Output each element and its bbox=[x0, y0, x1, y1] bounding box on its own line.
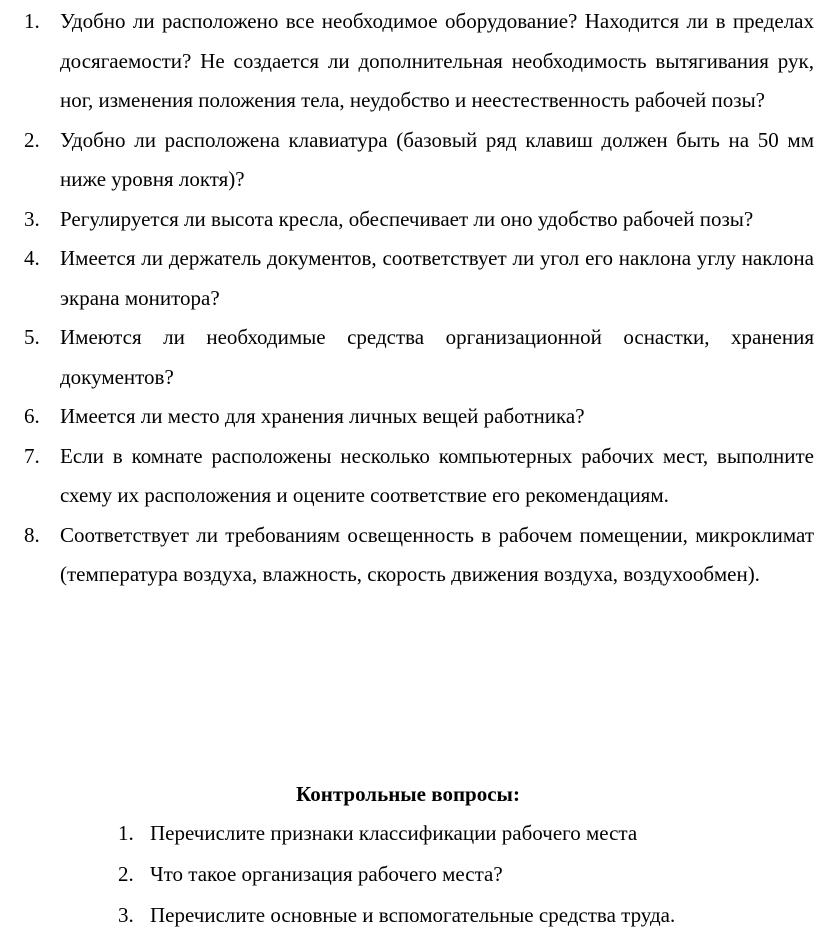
item-number: 5. bbox=[24, 325, 40, 349]
item-number: 3. bbox=[24, 206, 40, 231]
item-text: Удобно ли расположена клавиатура (базовый ряд клавиш должен быть на 50 мм ниже уровня локтя)? bbox=[60, 127, 814, 191]
list-item bbox=[24, 437, 814, 516]
question-number: 3. bbox=[118, 903, 134, 927]
item-text: Если в комнате расположены несколько компьютерных рабочих мест, выполните схему их расположения и оцените соответствие его рекомендациям. bbox=[60, 443, 814, 507]
checklist bbox=[24, 2, 814, 595]
question-number: 1. bbox=[118, 821, 134, 845]
list-item bbox=[24, 2, 814, 121]
list-item bbox=[24, 318, 814, 397]
item-text: Удобно ли расположено все необходимое оборудование? Находится ли в пределах досягаемости? Не создается ли дополнительная необходимость вытягивания рук, ног, изменения положения тела, неудобство и неестественность рабочей позы? bbox=[60, 9, 814, 112]
item-number: 4. bbox=[24, 246, 40, 270]
item-text: Соответствует ли требованиям освещенность в рабочем помещении, микроклимат (температура воздуха, влажность, скорость движения воздуха, воздухообмен). bbox=[60, 522, 814, 586]
item-text: Имеется ли место для хранения личных вещей работника? bbox=[60, 404, 585, 428]
list-item bbox=[24, 516, 814, 595]
item-number: 6. bbox=[24, 404, 40, 428]
list-item bbox=[24, 239, 814, 318]
control-question bbox=[118, 854, 798, 895]
item-text: Имеется ли держатель документов, соответствует ли угол его наклона углу наклона экрана монитора? bbox=[60, 246, 814, 310]
item-number: 1. bbox=[24, 9, 40, 33]
question-text: Перечислите основные и вспомогательные средства труда. bbox=[150, 903, 676, 927]
control-questions-heading: Контрольные вопросы: bbox=[296, 782, 520, 806]
control-questions-list bbox=[118, 813, 798, 936]
control-question bbox=[118, 895, 798, 936]
item-number: 2. bbox=[24, 127, 40, 152]
item-text: Регулируется ли высота кресла, обеспечивает ли оно удобство рабочей позы? bbox=[60, 206, 754, 231]
list-item bbox=[24, 397, 814, 437]
item-number: 8. bbox=[24, 522, 40, 547]
list-item bbox=[24, 121, 814, 200]
item-number: 7. bbox=[24, 443, 40, 468]
control-question bbox=[118, 813, 798, 854]
item-text: Имеются ли необходимые средства организационной оснастки, хранения документов? bbox=[60, 325, 814, 389]
question-text: Что такое организация рабочего места? bbox=[150, 862, 503, 886]
question-number: 2. bbox=[118, 862, 134, 886]
question-text: Перечислите признаки классификации рабочего места bbox=[150, 821, 638, 845]
list-item bbox=[24, 200, 814, 240]
